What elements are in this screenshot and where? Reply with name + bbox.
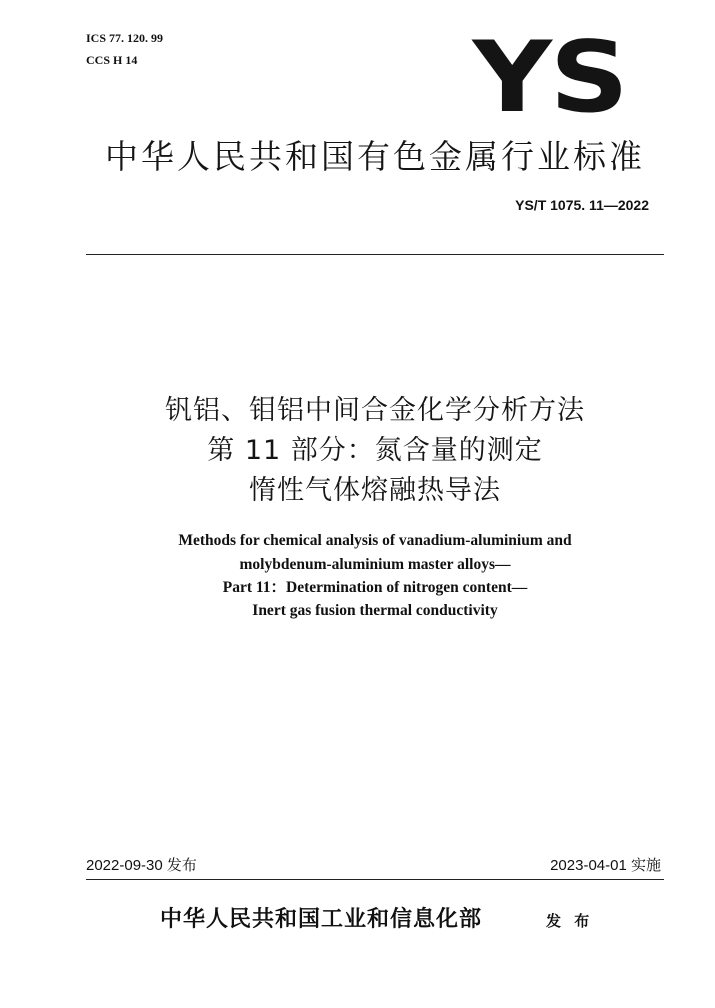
top-divider bbox=[86, 254, 664, 255]
standard-number: YS/T 1075. 11—2022 bbox=[515, 197, 649, 213]
english-title-line-2: molybdenum-aluminium master alloys— bbox=[239, 556, 511, 573]
ics-code: ICS 77. 120. 99 bbox=[86, 31, 164, 45]
english-title-line-3: Part 11：Determination of nitrogen content— bbox=[222, 579, 528, 596]
english-title-line-4: Inert gas fusion thermal conductivity bbox=[252, 602, 498, 619]
publish-label: 发 布 bbox=[546, 912, 594, 930]
implementation-date: 2023-04-01 实施 bbox=[550, 857, 661, 874]
ccs-code: CCS H 14 bbox=[86, 53, 138, 67]
publisher-name: 中华人民共和国工业和信息化部 bbox=[160, 907, 483, 932]
industry-standard-title: 中华人民共和国有色金属行业标准 bbox=[105, 137, 645, 176]
english-title-line-1: Methods for chemical analysis of vanadium-aluminium and bbox=[178, 532, 572, 549]
bottom-divider bbox=[86, 879, 664, 880]
issue-date: 2022-09-30 发布 bbox=[86, 857, 197, 874]
chinese-title-line-1: 钒铝、钼铝中间合金化学分析方法 bbox=[165, 395, 585, 426]
ys-logo: YS bbox=[472, 21, 627, 135]
chinese-title-line-2: 第 11 部分：氮含量的测定 bbox=[207, 435, 543, 466]
chinese-title-line-3: 惰性气体熔融热导法 bbox=[249, 475, 501, 506]
